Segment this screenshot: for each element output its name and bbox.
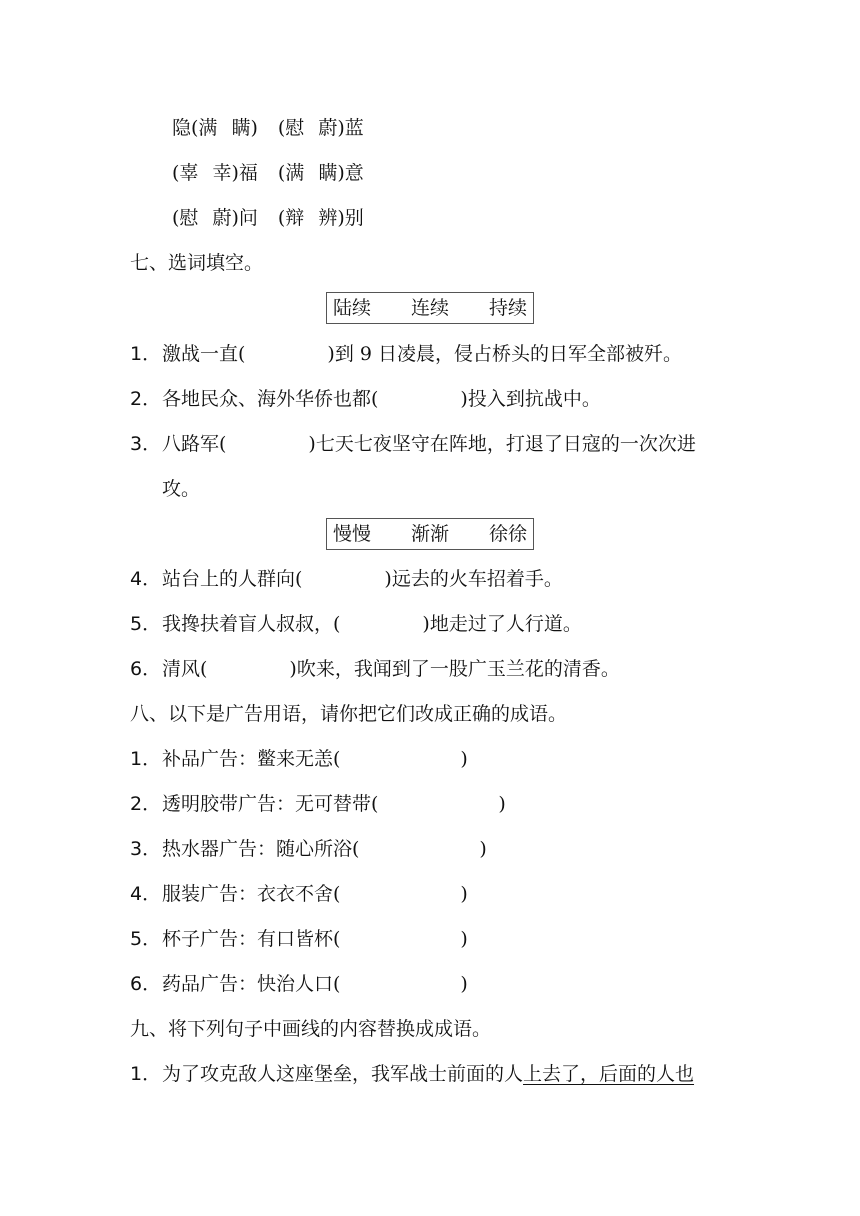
question-7-4: 4．站台上的人群向( )远去的火车招着手。 — [130, 568, 563, 590]
choice-item: (辩 辨)别 — [277, 207, 364, 229]
question-8-4: 4．服装广告：衣衣不舍( ) — [130, 883, 468, 905]
question-8-5: 5．杯子广告：有口皆杯( ) — [130, 928, 468, 950]
question-7-3: 3．八路军( )七天七夜坚守在阵地，打退了日寇的一次次进 — [130, 433, 696, 455]
word-bank-word: 持续 — [489, 297, 528, 319]
section-9-heading: 九、将下列句子中画线的内容替换成成语。 — [130, 1018, 492, 1040]
choice-item: (慰 蔚)蓝 — [277, 117, 364, 139]
choice-item: (满 瞒)意 — [277, 162, 364, 184]
question-8-3: 3．热水器广告：随心所浴( ) — [130, 838, 487, 860]
word-bank-word: 渐渐 — [411, 523, 450, 545]
choice-row-3 — [172, 206, 364, 230]
word-bank-box-1 — [326, 292, 534, 324]
question-7-2: 2．各地民众、海外华侨也都( )投入到抗战中。 — [130, 388, 601, 410]
choice-item: (辜 幸)福 — [172, 162, 258, 184]
choice-item: 隐(满 瞒) — [172, 117, 258, 139]
word-bank-word: 慢慢 — [333, 523, 372, 545]
choice-row-2 — [172, 161, 364, 185]
question-7-3-continued: 攻。 — [162, 478, 201, 500]
question-7-1: 1．激战一直( )到 9 日凌晨，侵占桥头的日军全部被歼。 — [130, 343, 683, 365]
question-7-5: 5．我搀扶着盲人叔叔，( )地走过了人行道。 — [130, 613, 582, 635]
question-9-1: 1．为了攻克敌人这座堡垒，我军战士前面的人上去了，后面的人也 — [130, 1063, 695, 1085]
question-8-2: 2．透明胶带广告：无可替带( ) — [130, 793, 506, 815]
word-bank-box-2 — [326, 518, 534, 550]
question-8-6: 6．药品广告：快治人口( ) — [130, 973, 468, 995]
section-7-heading: 七、选词填空。 — [130, 252, 264, 274]
choice-item: (慰 蔚)问 — [172, 207, 258, 229]
question-7-6: 6．清风( )吹来，我闻到了一股广玉兰花的清香。 — [130, 658, 620, 680]
choice-row-1 — [172, 116, 364, 140]
word-bank-word: 连续 — [411, 297, 450, 319]
word-bank-word: 徐徐 — [489, 523, 528, 545]
word-bank-word: 陆续 — [333, 297, 372, 319]
section-8-heading: 八、以下是广告用语，请你把它们改成正确的成语。 — [130, 703, 568, 725]
underlined-phrase: 上去了，后面的人也 — [523, 1063, 695, 1085]
question-8-1: 1．补品广告：鳖来无恙( ) — [130, 748, 468, 770]
